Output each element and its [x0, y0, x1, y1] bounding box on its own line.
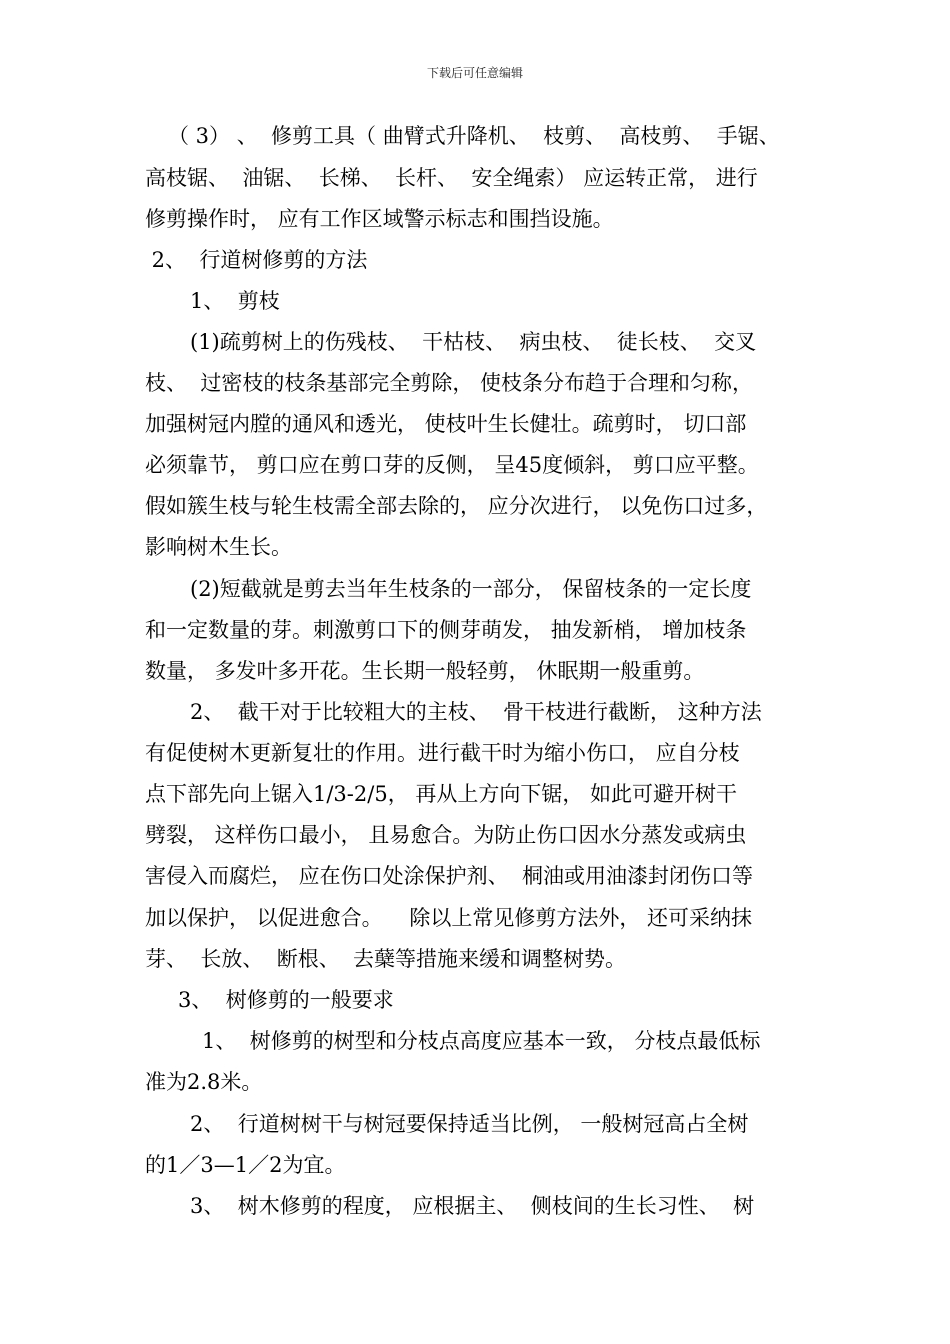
text-line: 3、 树木修剪的程度， 应根据主、 侧枝间的生长习性、 树 [190, 1194, 755, 1218]
text-line: (2)短截就是剪去当年生枝条的一部分， 保留枝条的一定长度 [190, 577, 752, 601]
text-line: 高枝锯、 油锯、 长梯、 长杆、 安全绳索） 应运转正常， 进行 [145, 166, 758, 190]
text-line: 假如簇生枝与轮生枝需全部去除的， 应分次进行， 以免伤口过多， [145, 494, 768, 518]
text-line: （ 3） 、 修剪工具（ 曲臂式升降机、 枝剪、 高枝剪、 手锯、 [168, 124, 780, 148]
text-line: 芽、 长放、 断根、 去蘖等措施来缓和调整树势。 [145, 947, 627, 971]
text-line: 劈裂， 这样伤口最小， 且易愈合。为防止伤口因水分蒸发或病虫 [145, 823, 747, 847]
text-line: 3、 树修剪的一般要求 [178, 988, 394, 1012]
text-line: 加以保护， 以促进愈合。 除以上常见修剪方法外， 还可采纳抹 [145, 906, 753, 930]
text-line: 数量， 多发叶多开花。生长期一般轻剪， 休眠期一般重剪。 [145, 659, 705, 683]
text-line: 2、 行道树修剪的方法 [145, 248, 368, 272]
text-line: 和一定数量的芽。刺激剪口下的侧芽萌发， 抽发新梢， 增加枝条 [145, 618, 747, 642]
text-line: 有促使树木更新复壮的作用。进行截干时为缩小伤口， 应自分枝 [145, 741, 740, 765]
text-line: 枝、 过密枝的枝条基部完全剪除， 使枝条分布趋于合理和匀称， [145, 371, 754, 395]
text-line: 准为2.8米。 [145, 1070, 263, 1094]
text-line: 影响树木生长。 [145, 535, 292, 559]
text-line: 修剪操作时， 应有工作区域警示标志和围挡设施。 [145, 207, 614, 231]
text-line: 2、 截干对于比较粗大的主枝、 骨干枝进行截断， 这种方法 [190, 700, 762, 724]
text-line: 的1／3—1／2为宜。 [145, 1153, 346, 1177]
text-line: (1)疏剪树上的伤残枝、 干枯枝、 病虫枝、 徒长枝、 交叉 [190, 330, 757, 354]
text-line: 必须靠节， 剪口应在剪口芽的反侧， 呈45度倾斜， 剪口应平整。 [145, 453, 759, 477]
text-line: 1、 树修剪的树型和分枝点高度应基本一致， 分枝点最低标 [202, 1029, 761, 1053]
page-header: 下载后可任意编辑 [426, 66, 523, 80]
text-line: 2、 行道树树干与树冠要保持适当比例， 一般树冠高占全树 [190, 1112, 749, 1136]
text-line: 点下部先向上锯入1/3-2/5， 再从上方向下锯， 如此可避开树干 [145, 782, 738, 806]
text-line: 害侵入而腐烂， 应在伤口处涂保护剂、 桐油或用油漆封闭伤口等 [145, 864, 754, 888]
text-line: 1、 剪枝 [190, 289, 280, 313]
text-line: 加强树冠内膛的通风和透光， 使枝叶生长健壮。疏剪时， 切口部 [145, 412, 747, 436]
